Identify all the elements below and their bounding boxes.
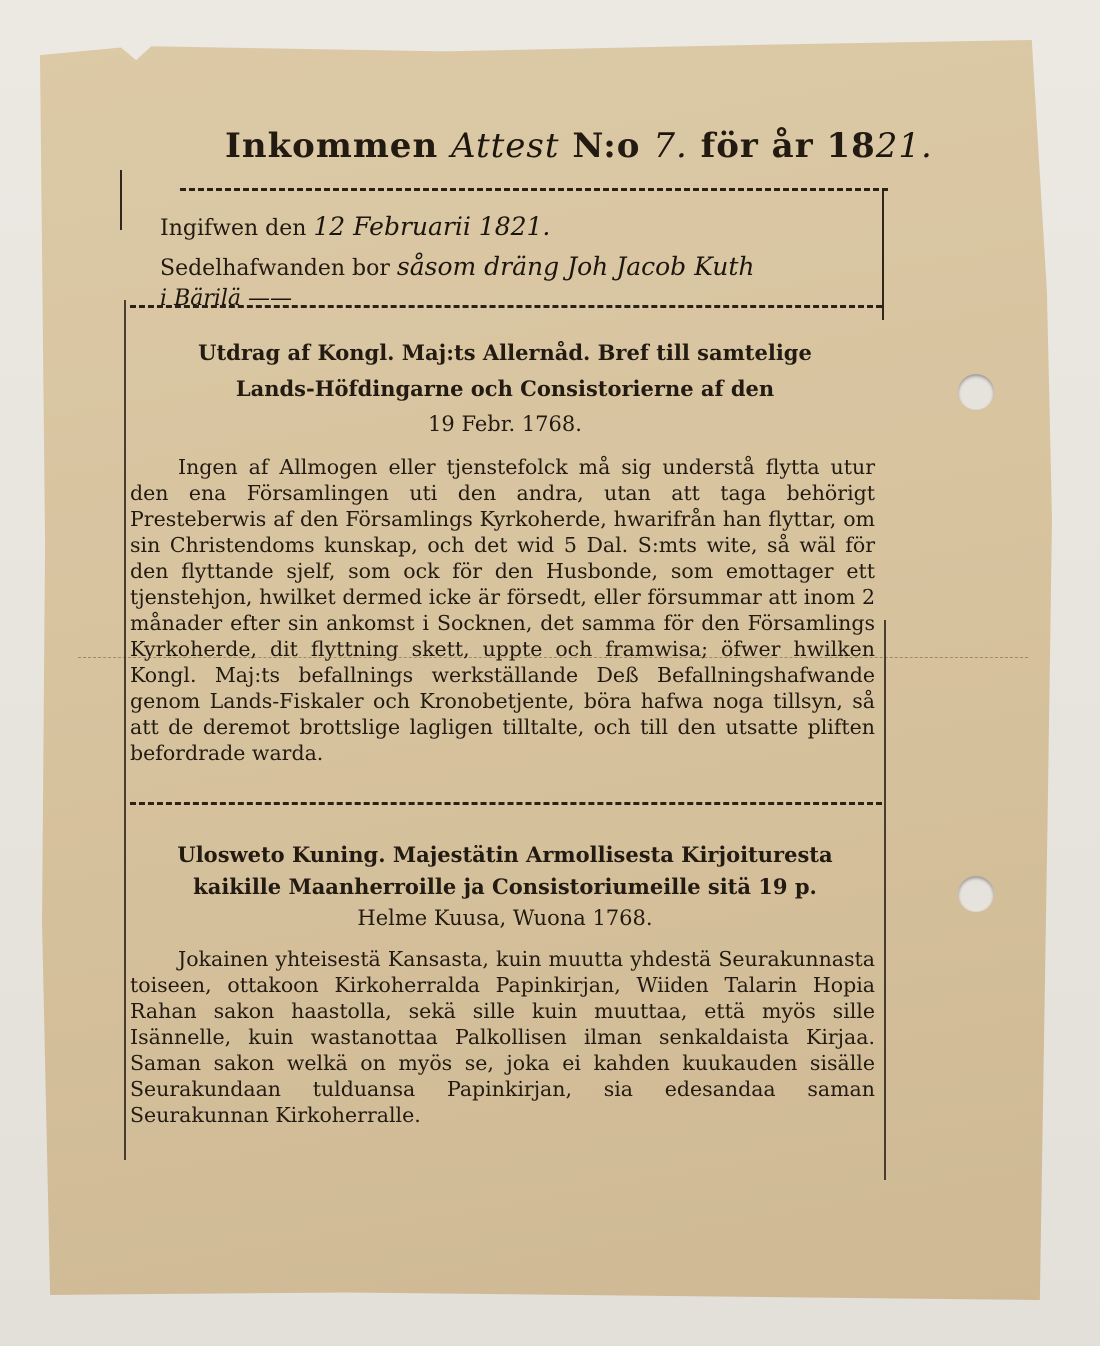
finnish-body [130, 946, 875, 1128]
border-rule-left-top [120, 170, 122, 230]
ingifven-label: Ingifwen den [160, 216, 307, 241]
title-year-handwritten: 21. [875, 126, 933, 166]
sedelhafwanden-row-2 [160, 286, 292, 311]
sedelhafwanden-row [160, 252, 755, 281]
dashed-rule-section [130, 802, 882, 805]
sedelhafwanden-value-handwritten-2: i Bärilä —— [160, 286, 293, 311]
border-rule-right-top [882, 190, 884, 320]
finnish-heading-line2: kaikille Maanherroille ja Consistoriumeille sitä 19 p. [193, 874, 817, 899]
border-rule-right [884, 620, 886, 1180]
dashed-rule-top [180, 188, 888, 191]
title-number-label: N:o [572, 126, 641, 166]
swedish-heading-line3: 19 Febr. 1768. [428, 412, 582, 436]
ingifven-row [160, 212, 550, 241]
ingifven-date-handwritten: 12 Februarii 1821. [313, 212, 551, 241]
swedish-body [130, 454, 875, 766]
border-rule-left [124, 300, 126, 1160]
title-year-label: för år 18 [700, 126, 876, 166]
punch-hole-lower [958, 876, 994, 912]
title-number-handwritten: 7. [653, 126, 688, 166]
finnish-body-text: Jokainen yhteisestä Kansasta, kuin muutta yhdestä Seurakunnasta toiseen, ottakoon Kirkoherralda Papinkirjan, Wiiden Talarin Hopia Rahan sakon haastolla, sekä sille kuin muuttaa, että myös sille Isännelle, kuin wastanottaa Palkollisen ilman senkaldaista Kirjaa. Saman sakon welkä on myös se, joka ei kahden kuukauden sisälle Seurakundaan tulduansa Papinkirjan, sia edesandaa saman Seurakunnan Kirkoherralle. [130, 947, 875, 1127]
title-prefix: Inkommen [225, 126, 439, 166]
sedelhafwanden-label: Sedelhafwanden bor [160, 256, 390, 281]
swedish-heading-line1: Utdrag af Kongl. Maj:ts Allernåd. Bref till samtelige [198, 340, 812, 365]
punch-hole-upper [958, 374, 994, 410]
swedish-body-text: Ingen af Allmogen eller tjenstefolck må sig understå flytta utur den ena Församlingen uti den andra, utan att taga behörigt Presteberwis af den Församlings Kyrkoherde, hwarifrån han flyttar, om sin Christendoms kunskap, och det wid 5 Dal. S:mts wite, så wäl för den flyttande sjelf, som ock för den Husbonde, som emottager ett tjenstehjon, hwilket dermed icke är försedt, eller försummar att inom 2 månader efter sin ankomst i Socknen, det samma för den Församlings Kyrkoherde, dit flyttning skett, uppte och framwisa; öfwer hwilken Kongl. Maj:ts befallnings werkställande Deß Befallningshafwande genom Lands-Fiskaler och Kronobetjente, böra hafwa noga tillsyn, så att de deremot brottslige lagligen tilltalte, och till den utsatte pliften befordrade warda. [130, 455, 875, 765]
finnish-heading-line1: Ulosweto Kuning. Majestätin Armollisesta Kirjoituresta [177, 842, 833, 867]
finnish-heading-line3: Helme Kuusa, Wuona 1768. [357, 906, 653, 930]
title-attest-handwritten: Attest [451, 126, 560, 166]
swedish-heading-line2: Lands-Höfdingarne och Consistorierne af den [235, 376, 775, 401]
document-title [225, 126, 933, 166]
sedelhafwanden-value-handwritten: såsom dräng Joh Jacob Kuth [396, 252, 755, 281]
